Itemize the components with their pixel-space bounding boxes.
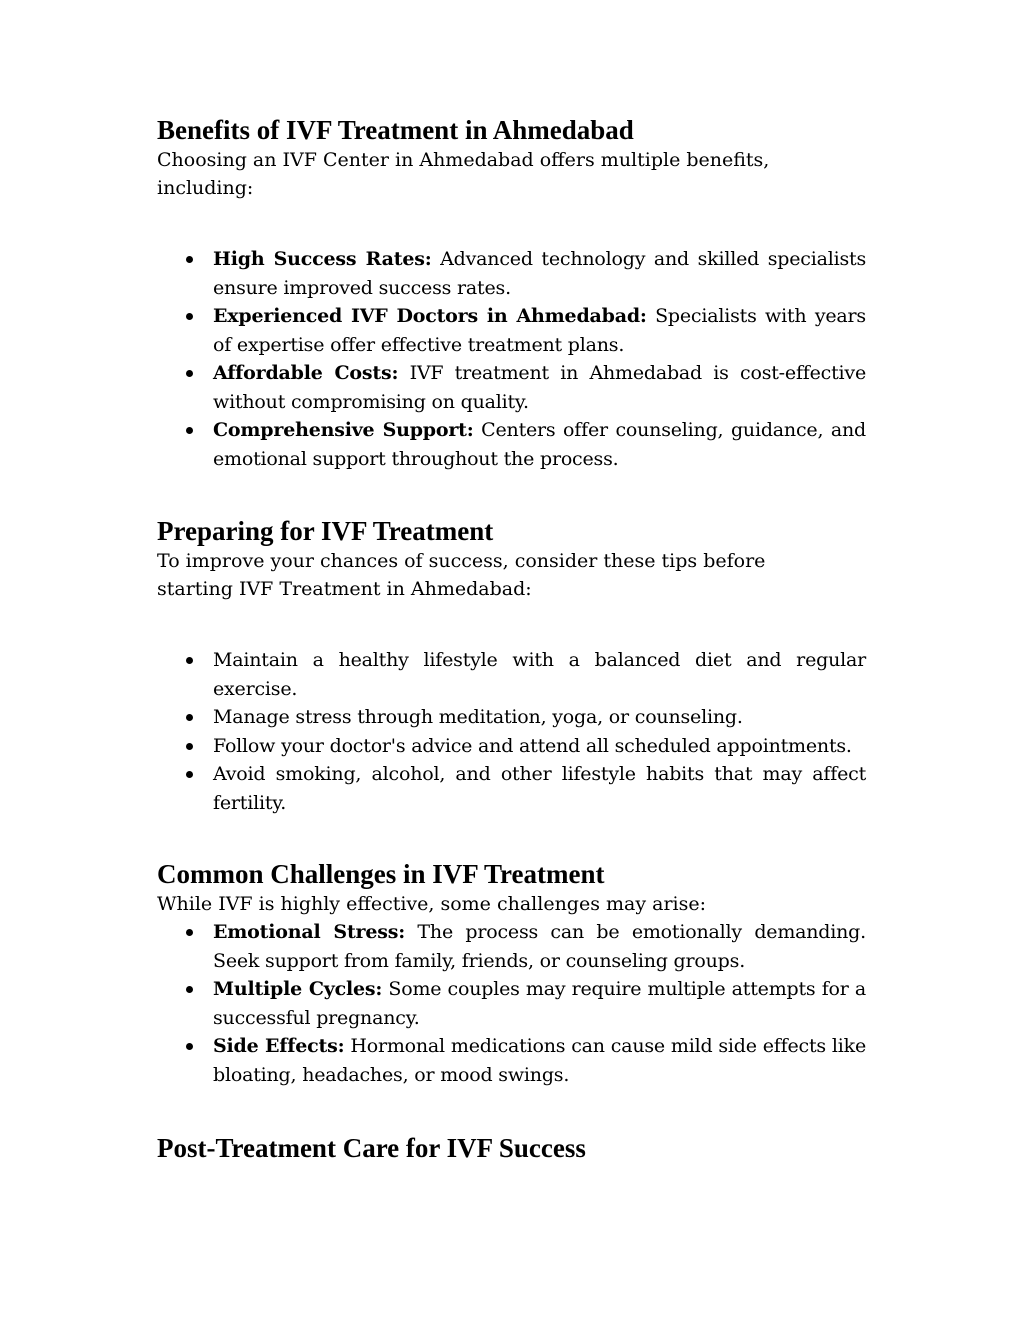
item-text: The process can be emotionally demanding. Seek support from family, friends, or counseling groups.: [213, 921, 866, 972]
item-text: Manage stress through meditation, yoga, or counseling.: [213, 706, 743, 728]
list-item: [157, 975, 866, 1032]
item-text: Some couples may require multiple attempts for a successful pregnancy.: [213, 978, 866, 1029]
benefits-list: [157, 245, 866, 473]
item-lead: Affordable Costs:: [213, 362, 399, 384]
section-title-benefits: Benefits of IVF Treatment in Ahmedabad: [157, 115, 634, 145]
item-lead: Experienced IVF Doctors in Ahmedabad:: [213, 305, 647, 327]
item-text: IVF treatment in Ahmedabad is cost-effective without compromising on quality.: [213, 362, 866, 413]
item-lead: Emotional Stress:: [213, 921, 406, 943]
list-item: [157, 302, 866, 359]
list-item: [157, 1032, 866, 1089]
section-title-preparing: Preparing for IVF Treatment: [157, 516, 494, 546]
preparing-list: [157, 646, 866, 817]
item-text: Maintain a healthy lifestyle with a balanced diet and regular exercise.: [213, 649, 866, 700]
list-item: [157, 732, 866, 761]
section-title-challenges: Common Challenges in IVF Treatment: [157, 859, 605, 889]
challenges-list: [157, 918, 866, 1089]
list-item: [157, 646, 866, 703]
list-item: [157, 918, 866, 975]
item-text: Specialists with years of expertise offer effective treatment plans.: [213, 305, 866, 356]
item-text: Hormonal medications can cause mild side effects like bloating, headaches, or mood swings.: [213, 1035, 866, 1086]
item-lead: Multiple Cycles:: [213, 978, 383, 1000]
item-text: Avoid smoking, alcohol, and other lifestyle habits that may affect fertility.: [213, 763, 866, 814]
item-lead: Comprehensive Support:: [213, 419, 474, 441]
list-item: [157, 760, 866, 817]
item-text: Follow your doctor's advice and attend all scheduled appointments.: [213, 734, 852, 757]
section-intro-benefits: Choosing an IVF Center in Ahmedabad offers multiple benefits, including:: [157, 149, 770, 199]
list-item: [157, 703, 866, 732]
item-text: Centers offer counseling, guidance, and emotional support throughout the process.: [213, 419, 866, 470]
list-item: [157, 359, 866, 416]
item-lead: Side Effects:: [213, 1035, 345, 1057]
item-lead: High Success Rates:: [213, 248, 432, 270]
list-item: [157, 245, 866, 302]
section-intro-challenges: While IVF is highly effective, some challenges may arise:: [157, 893, 707, 915]
section-intro-preparing: To improve your chances of success, consider these tips before starting IVF Treatment in Ahmedabad:: [157, 550, 766, 600]
section-title-post-treatment: Post-Treatment Care for IVF Success: [157, 1133, 586, 1163]
document-page: [157, 114, 866, 1164]
list-item: [157, 416, 866, 473]
item-text: Advanced technology and skilled specialists ensure improved success rates.: [213, 248, 867, 299]
